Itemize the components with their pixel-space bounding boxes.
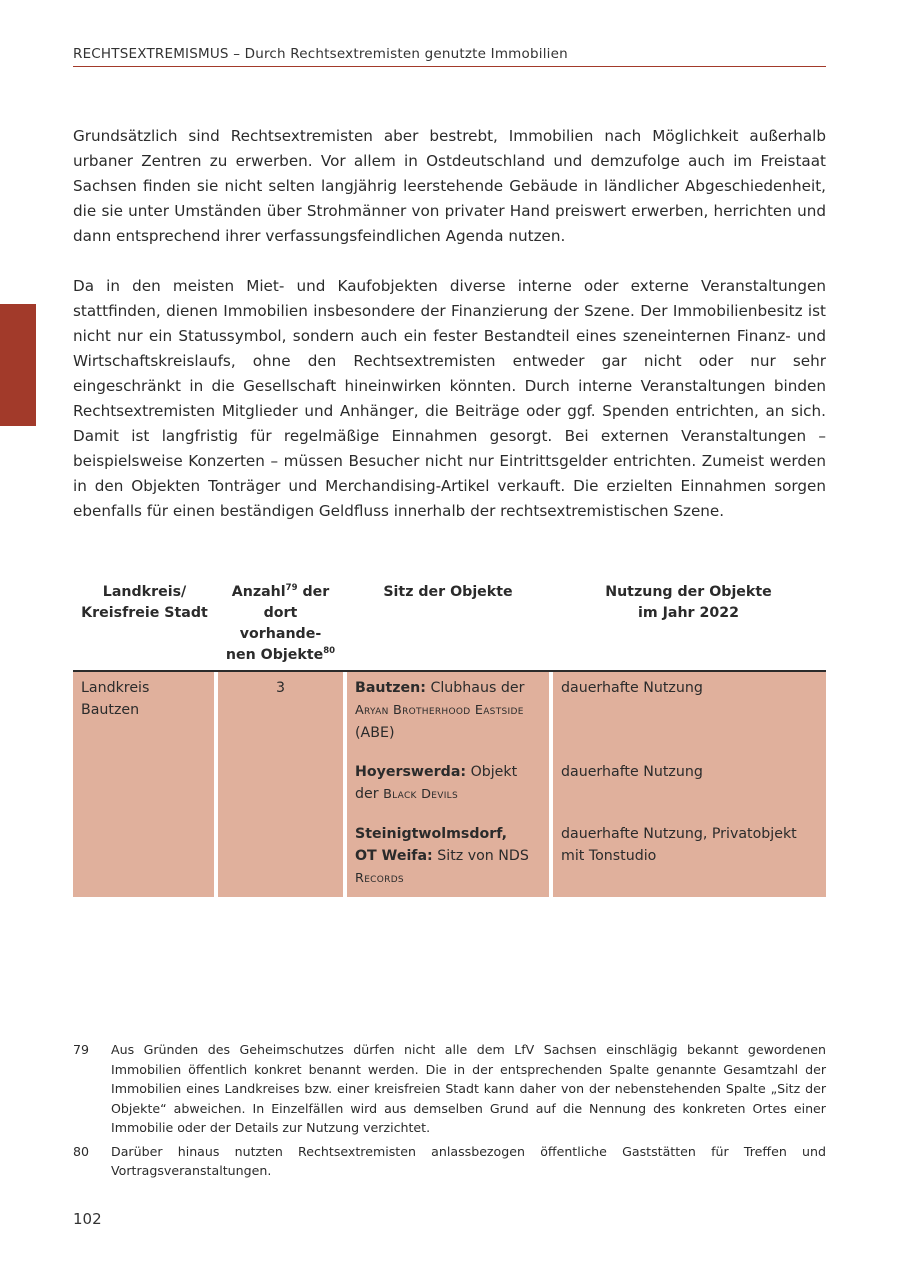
header-rule <box>73 66 826 67</box>
usage-hoyerswerda: dauerhafte Nutzung <box>561 764 703 780</box>
footnote-ref-79: 79 <box>285 583 298 593</box>
header-sitz: Sitz der Objekte <box>345 580 551 672</box>
cell-landkreis: Landkreis Bautzen <box>73 672 216 897</box>
page-number: 102 <box>73 1210 102 1228</box>
footnote-ref-80: 80 <box>323 646 336 656</box>
running-header: RECHTSEXTREMISMUS – Durch Rechtsextremisten genutzte Immobilien <box>73 46 568 62</box>
cell-usage <box>551 672 826 897</box>
footnote-80: 80 Darüber hinaus nutzten Rechtsextremisten anlassbezogen öffentliche Gaststätten für Treffen und Vortragsveranstaltungen. <box>73 1143 826 1178</box>
paragraph-2: Da in den meisten Miet- und Kaufobjekten diverse interne oder externe Veranstaltungen stattfinden, dienen Immobilien insbesondere der Finanzierung der Szene. Der Immobilienbesitz ist nicht nur ein Statussymbol, sondern auch ein fester Bestandteil eines szeneinternen Finanz- und Wirtschaftskreislaufs, ohne den Rechtsextremisten entweder gar nicht oder nur sehr eingeschränkt in die Gesellschaft hineinwirken könnten. Durch interne Veranstaltungen binden Rechtsextremisten Mitglieder und Anhänger, die Beiträge oder ggf. Spenden entrichten, an sich. Damit ist langfristig für regelmäßige Einnahmen gesorgt. Bei externen Veranstaltungen – beispielsweise Konzerten – müssen Besucher nicht nur Eintrittsgelder entrichten. Zumeist werden in den Objekten Tonträger und Merchandising-Artikel verkauft. Die erzielten Einnahmen sorgen ebenfalls für einen beständigen Geldfluss innerhalb der rechtsextremistischen Szene. <box>73 277 826 520</box>
usage-steinigtwolmsdorf: dauerhafte Nutzung, Privatobjekt mit Tonstudio <box>561 826 797 864</box>
header-anzahl: Anzahl$^{79}$ der dort vorhande- nen Objekte$^{80}$ <box>216 580 345 672</box>
site-bautzen: Bautzen: Clubhaus der Aryan Brotherhood Eastside (ABE) <box>355 680 525 741</box>
chapter-side-tab <box>0 304 36 426</box>
header-nutzung: Nutzung der Objekte im Jahr 2022 <box>551 580 826 672</box>
footnotes <box>73 1040 826 1185</box>
paragraph-1: Grundsätzlich sind Rechtsextremisten aber bestrebt, Immobilien nach Möglichkeit außerhalb urbaner Zentren zu erwerben. Vor allem in Ostdeutschland und demzufolge auch im Freistaat Sachsen finden sie nicht selten langjährig leerstehende Gebäude in ländlicher Abgeschiedenheit, die sie unter Umständen über Strohmänner von privater Hand preiswert erwerben, herrichten und dann entsprechend ihrer verfassungsfeindlichen Agenda nutzen. <box>73 127 826 245</box>
site-steinigtwolmsdorf: Steinigtwolmsdorf, OT Weifa: Sitz von NDS Records <box>355 826 529 886</box>
site-hoyerswerda: Hoyerswerda: Objekt der Black Devils <box>355 764 518 802</box>
usage-bautzen: dauerhafte Nutzung <box>561 680 703 696</box>
property-table <box>73 580 826 897</box>
cell-sites <box>345 672 551 897</box>
cell-anzahl: 3 <box>216 672 345 897</box>
footnote-79: 79 Aus Gründen des Geheimschutzes dürfen nicht alle dem LfV Sachsen einschlägig bekannt gewordenen Immobilien öffentlich konkret benannt werden. Die in der entsprechenden Spalte genannte Gesamtzahl der Immobilien eines Landkreises bzw. einer kreisfreien Stadt kann daher von der nebenstehenden Spalte „Sitz der Objekte“ abweichen. In Einzelfällen wird aus demselben Grund auf die Nennung des konkreten Ortes einer Immobilie oder der Details zur Nutzung verzichtet. <box>73 1042 826 1135</box>
header-landkreis: Landkreis/ Kreisfreie Stadt <box>73 580 216 672</box>
table-row <box>73 672 826 897</box>
